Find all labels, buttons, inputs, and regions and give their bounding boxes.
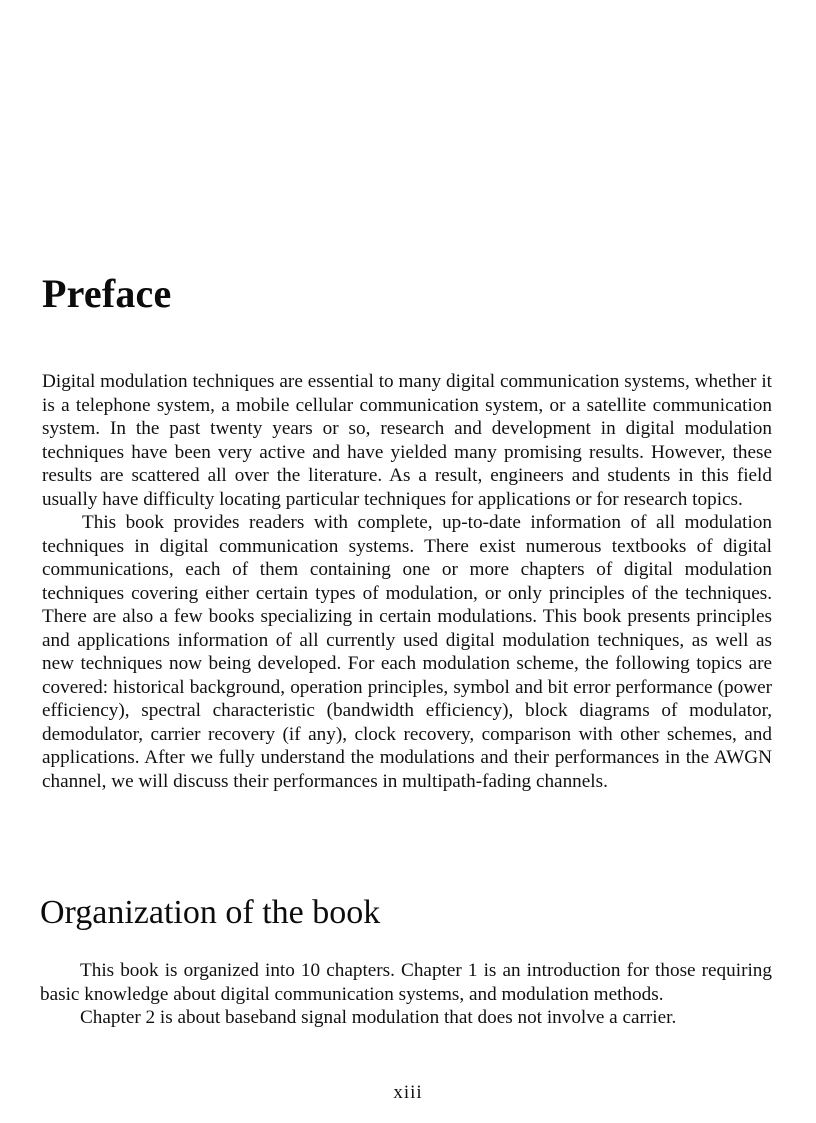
page-number: xiii	[393, 1082, 423, 1103]
organization-text	[40, 959, 772, 1030]
preface-paragraph-1: Digital modulation techniques are essential to many digital communication systems, whether it is a telephone system, a mobile cellular communication system, or a satellite communication system. In the past twenty years or so, research and development in digital modulation techniques have been very active and have yielded many promising results. However, these results are scattered all over the literature. As a result, engineers and students in this field usually have difficulty locating particular techniques for applications or for research topics.	[42, 371, 772, 510]
preface-text	[42, 370, 772, 793]
organization-paragraph-1: This book is organized into 10 chapters. Chapter 1 is an introduction for those requiring basic knowledge about digital communication systems, and modulation methods.	[40, 960, 772, 1005]
page-title: Preface	[42, 271, 172, 316]
section-heading-organization: Organization of the book	[40, 894, 381, 931]
preface-paragraph-2: This book provides readers with complete, up-to-date information of all modulation techniques in digital communication systems. There exist numerous textbooks of digital communications, each of them containing one or more chapters of digital modulation techniques covering either certain types of modulation, or only principles of the techniques. There are also a few books specializing in certain modulations. This book presents principles and applications information of all currently used digital modulation techniques, as well as new techniques now being developed. For each modulation scheme, the following topics are covered: historical background, operation principles, symbol and bit error performance (power efficiency), spectral characteristic (bandwidth efficiency), block diagrams of modulator, demodulator, carrier recovery (if any), clock recovery, comparison with other schemes, and applications. After we fully understand the modulations and their performances in the AWGN channel, we will discuss their performances in multipath-fading channels.	[42, 512, 772, 792]
organization-paragraph-2: Chapter 2 is about baseband signal modulation that does not involve a carrier.	[80, 1007, 677, 1028]
